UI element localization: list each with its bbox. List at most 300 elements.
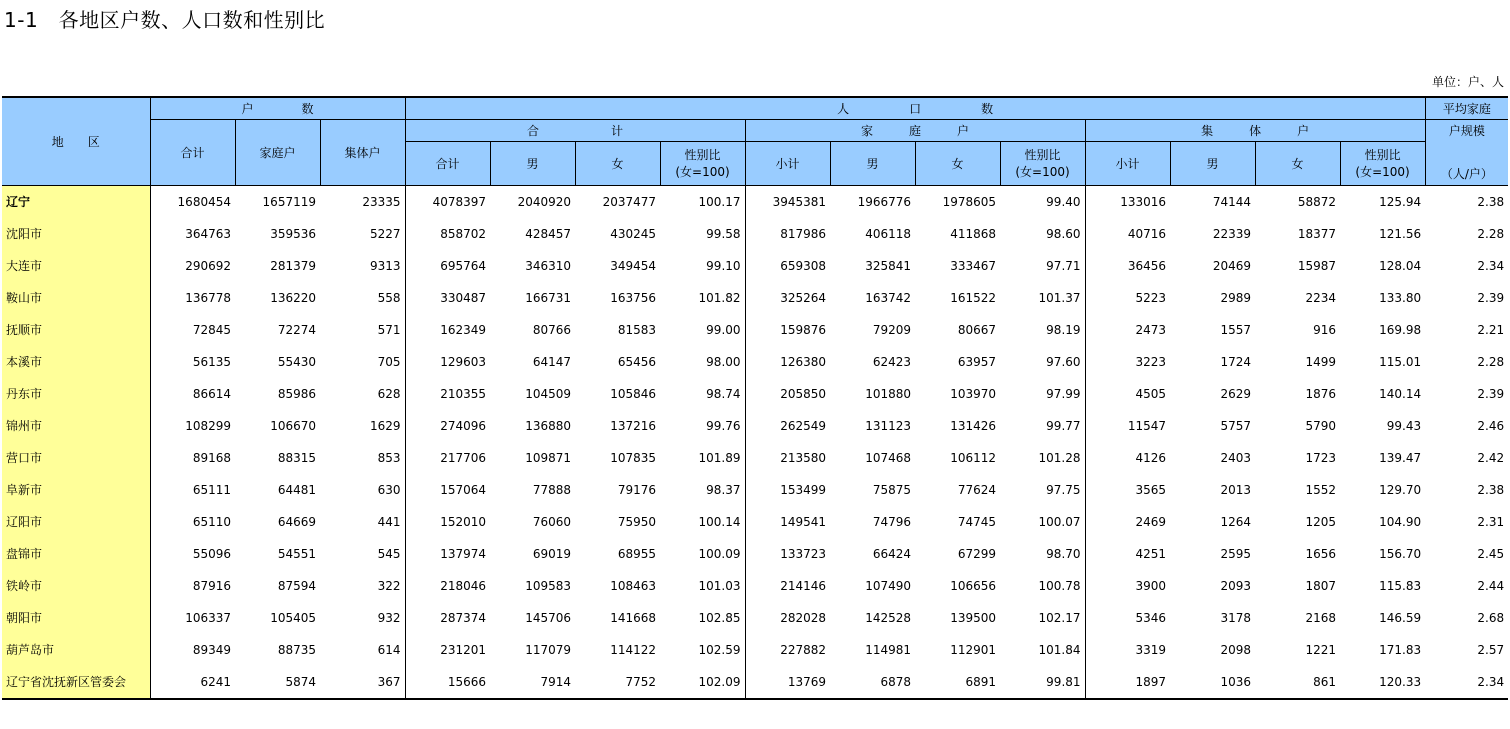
value-cell: 2.39 [1477, 386, 1505, 401]
header-sex-ratio: 性别比 (女=100) [1340, 141, 1425, 185]
value-cell: 169.98 [1379, 322, 1422, 337]
value-cell: 2.46 [1477, 418, 1505, 433]
region-cell: 辽宁省沈抚新区管委会 [2, 666, 150, 699]
value-cell: 98.74 [660, 378, 745, 410]
value-cell: 101.82 [660, 282, 745, 314]
value-cell: 101.03 [660, 570, 745, 602]
value-cell: 161522 [950, 290, 997, 305]
value-cell: 6891 [915, 666, 1000, 699]
value-cell: 77624 [957, 482, 997, 497]
value-cell: 428457 [525, 226, 572, 241]
value-cell: 106656 [950, 578, 997, 593]
value-cell: 659308 [780, 258, 827, 273]
value-cell: 88315 [277, 450, 316, 465]
value-cell: 64669 [277, 514, 316, 529]
value-cell: 107490 [865, 578, 912, 593]
value-cell: 99.76 [660, 410, 745, 442]
region-cell: 阜新市 [2, 474, 150, 506]
value-cell: 5346 [1135, 610, 1167, 625]
header-avg-size: 平均家庭 [1425, 97, 1508, 119]
value-cell: 108299 [185, 418, 231, 433]
region-cell: 辽宁 [2, 185, 150, 218]
value-cell: 1036 [1170, 666, 1255, 699]
value-cell: 262549 [780, 418, 827, 433]
value-cell: 4126 [1135, 450, 1167, 465]
header-population: 人 口 数 [405, 97, 1425, 119]
value-cell: 430245 [610, 226, 657, 241]
value-cell: 171.83 [1379, 642, 1422, 657]
header-subtotal: 小计 [745, 141, 830, 185]
value-cell: 74144 [1212, 194, 1252, 209]
header-sex-ratio: 性别比 (女=100) [1000, 141, 1085, 185]
value-cell: 137974 [440, 546, 487, 561]
value-cell: 1807 [1305, 578, 1337, 593]
value-cell: 817986 [780, 226, 827, 241]
value-cell: 107468 [865, 450, 912, 465]
value-cell: 98.37 [660, 474, 745, 506]
value-cell: 2.21 [1477, 322, 1505, 337]
header-female: 女 [915, 141, 1000, 185]
value-cell: 2473 [1135, 322, 1167, 337]
value-cell: 628 [320, 378, 405, 410]
region-cell: 辽阳市 [2, 506, 150, 538]
table-row [2, 474, 1508, 506]
value-cell: 100.14 [660, 506, 745, 538]
header-avg-size-2: 户规模 [1425, 119, 1508, 141]
value-cell: 11547 [1127, 418, 1167, 433]
value-cell: 40716 [1127, 226, 1167, 241]
value-cell: 5757 [1220, 418, 1252, 433]
value-cell: 100.17 [660, 185, 745, 218]
value-cell: 4505 [1135, 386, 1167, 401]
value-cell: 136220 [270, 290, 316, 305]
value-cell: 218046 [440, 578, 487, 593]
value-cell: 102.17 [1000, 602, 1085, 634]
value-cell: 2595 [1220, 546, 1252, 561]
value-cell: 89349 [192, 642, 231, 657]
header-male: 男 [830, 141, 915, 185]
value-cell: 86614 [192, 386, 231, 401]
value-cell: 98.70 [1000, 538, 1085, 570]
header-pop-total: 合 计 [405, 119, 745, 141]
value-cell: 1656 [1305, 546, 1337, 561]
value-cell: 115.83 [1379, 578, 1422, 593]
value-cell: 1680454 [177, 194, 231, 209]
value-cell: 99.00 [660, 314, 745, 346]
value-cell: 105846 [610, 386, 657, 401]
value-cell: 104.90 [1379, 514, 1422, 529]
region-cell: 朝阳市 [2, 602, 150, 634]
value-cell: 80766 [532, 322, 572, 337]
value-cell: 137216 [610, 418, 657, 433]
value-cell: 325841 [865, 258, 912, 273]
value-cell: 411868 [950, 226, 997, 241]
value-cell: 79176 [617, 482, 657, 497]
value-cell: 102.85 [660, 602, 745, 634]
value-cell: 213580 [780, 450, 827, 465]
value-cell: 156.70 [1379, 546, 1422, 561]
value-cell: 217706 [440, 450, 487, 465]
value-cell: 54551 [277, 546, 316, 561]
value-cell: 55430 [277, 354, 316, 369]
value-cell: 9313 [320, 250, 405, 282]
value-cell: 205850 [780, 386, 827, 401]
value-cell: 1724 [1220, 354, 1252, 369]
value-cell: 65110 [192, 514, 231, 529]
header-pop-collective: 集 体 户 [1085, 119, 1425, 141]
value-cell: 2040920 [517, 194, 572, 209]
value-cell: 100.07 [1000, 506, 1085, 538]
unit-label: 单位：户、人 [1431, 75, 1504, 89]
value-cell: 67299 [957, 546, 997, 561]
value-cell: 56135 [192, 354, 231, 369]
value-cell: 64481 [277, 482, 316, 497]
value-cell: 1978605 [942, 194, 997, 209]
value-cell: 72274 [277, 322, 316, 337]
value-cell: 853 [320, 442, 405, 474]
value-cell: 101.37 [1000, 282, 1085, 314]
region-cell: 锦州市 [2, 410, 150, 442]
value-cell: 1897 [1085, 666, 1170, 699]
value-cell: 15666 [405, 666, 490, 699]
value-cell: 614 [320, 634, 405, 666]
value-cell: 2469 [1135, 514, 1167, 529]
value-cell: 146.59 [1379, 610, 1422, 625]
value-cell: 114981 [865, 642, 912, 657]
value-cell: 109871 [525, 450, 572, 465]
table-row [2, 346, 1508, 378]
table-row [2, 634, 1508, 666]
value-cell: 1876 [1305, 386, 1337, 401]
value-cell: 359536 [270, 226, 316, 241]
value-cell: 74796 [872, 514, 912, 529]
value-cell: 23335 [320, 185, 405, 218]
value-cell: 85986 [277, 386, 316, 401]
value-cell: 98.19 [1000, 314, 1085, 346]
value-cell: 20469 [1212, 258, 1252, 273]
value-cell: 558 [320, 282, 405, 314]
value-cell: 131426 [950, 418, 997, 433]
value-cell: 858702 [440, 226, 487, 241]
value-cell: 145706 [525, 610, 572, 625]
value-cell: 163742 [865, 290, 912, 305]
value-cell: 166731 [525, 290, 572, 305]
value-cell: 149541 [780, 514, 827, 529]
value-cell: 6878 [830, 666, 915, 699]
value-cell: 65111 [192, 482, 231, 497]
header-family-hh: 家庭户 [235, 119, 320, 185]
value-cell: 545 [320, 538, 405, 570]
value-cell: 2.31 [1477, 514, 1505, 529]
value-cell: 2013 [1220, 482, 1252, 497]
value-cell: 290692 [185, 258, 231, 273]
value-cell: 2.34 [1477, 258, 1505, 273]
header-male: 男 [1170, 141, 1255, 185]
value-cell: 99.77 [1000, 410, 1085, 442]
value-cell: 100.09 [660, 538, 745, 570]
value-cell: 162349 [440, 322, 487, 337]
header-sub-total: 合计 [405, 141, 490, 185]
value-cell: 2234 [1305, 290, 1337, 305]
table-row [2, 570, 1508, 602]
header-region: 地 区 [2, 97, 150, 185]
value-cell: 3900 [1135, 578, 1167, 593]
region-cell: 沈阳市 [2, 218, 150, 250]
value-cell: 102.09 [660, 666, 745, 699]
value-cell: 128.04 [1379, 258, 1422, 273]
value-cell: 7752 [575, 666, 660, 699]
table-row [2, 410, 1508, 442]
value-cell: 2.45 [1477, 546, 1505, 561]
value-cell: 322 [320, 570, 405, 602]
value-cell: 106670 [270, 418, 316, 433]
region-cell: 葫芦岛市 [2, 634, 150, 666]
value-cell: 3178 [1220, 610, 1252, 625]
header-sex-ratio: 性别比 (女=100) [660, 141, 745, 185]
value-cell: 1499 [1305, 354, 1337, 369]
value-cell: 5790 [1305, 418, 1337, 433]
value-cell: 99.81 [1000, 666, 1085, 699]
value-cell: 3223 [1135, 354, 1167, 369]
value-cell: 630 [320, 474, 405, 506]
value-cell: 131123 [865, 418, 912, 433]
value-cell: 87594 [277, 578, 316, 593]
value-cell: 106112 [950, 450, 997, 465]
value-cell: 105405 [270, 610, 316, 625]
value-cell: 3945381 [772, 194, 827, 209]
value-cell: 99.58 [660, 218, 745, 250]
value-cell: 695764 [440, 258, 487, 273]
value-cell: 13769 [745, 666, 830, 699]
value-cell: 114122 [610, 642, 657, 657]
value-cell: 4078397 [432, 194, 487, 209]
value-cell: 1629 [320, 410, 405, 442]
value-cell: 109583 [525, 578, 572, 593]
value-cell: 121.56 [1379, 226, 1422, 241]
value-cell: 101.28 [1000, 442, 1085, 474]
value-cell: 81583 [617, 322, 657, 337]
value-cell: 74745 [957, 514, 997, 529]
value-cell: 104509 [525, 386, 572, 401]
value-cell: 15987 [1297, 258, 1337, 273]
value-cell: 1552 [1305, 482, 1337, 497]
value-cell: 133723 [780, 546, 827, 561]
value-cell: 2.38 [1477, 482, 1505, 497]
region-cell: 抚顺市 [2, 314, 150, 346]
value-cell: 136880 [525, 418, 572, 433]
value-cell: 153499 [780, 482, 827, 497]
value-cell: 2168 [1305, 610, 1337, 625]
table-row [2, 250, 1508, 282]
header-female: 女 [575, 141, 660, 185]
value-cell: 36456 [1127, 258, 1167, 273]
value-cell: 77888 [532, 482, 572, 497]
table-row [2, 314, 1508, 346]
value-cell: 2.28 [1477, 226, 1505, 241]
table-row [2, 378, 1508, 410]
region-cell: 盘锦市 [2, 538, 150, 570]
value-cell: 133016 [1120, 194, 1167, 209]
table-row [2, 185, 1508, 218]
region-cell: 大连市 [2, 250, 150, 282]
header-subtotal: 小计 [1085, 141, 1170, 185]
value-cell: 5223 [1135, 290, 1167, 305]
value-cell: 349454 [610, 258, 657, 273]
value-cell: 107835 [610, 450, 657, 465]
value-cell: 281379 [270, 258, 316, 273]
value-cell: 103970 [950, 386, 997, 401]
page-title: 1-1 各地区户数、人口数和性别比 [4, 8, 326, 32]
value-cell: 117079 [525, 642, 572, 657]
value-cell: 152010 [440, 514, 487, 529]
value-cell: 142528 [865, 610, 912, 625]
value-cell: 97.60 [1000, 346, 1085, 378]
value-cell: 364763 [185, 226, 231, 241]
value-cell: 141668 [610, 610, 657, 625]
value-cell: 72845 [192, 322, 231, 337]
header-female: 女 [1255, 141, 1340, 185]
table-row [2, 442, 1508, 474]
value-cell: 97.99 [1000, 378, 1085, 410]
value-cell: 6241 [150, 666, 235, 699]
value-cell: 68955 [617, 546, 657, 561]
value-cell: 4251 [1135, 546, 1167, 561]
value-cell: 333467 [950, 258, 997, 273]
value-cell: 101.89 [660, 442, 745, 474]
value-cell: 65456 [617, 354, 657, 369]
value-cell: 2037477 [602, 194, 657, 209]
value-cell: 97.71 [1000, 250, 1085, 282]
value-cell: 2403 [1220, 450, 1252, 465]
table-row [2, 218, 1508, 250]
value-cell: 2.28 [1477, 354, 1505, 369]
value-cell: 102.59 [660, 634, 745, 666]
value-cell: 18377 [1297, 226, 1337, 241]
value-cell: 2.42 [1477, 450, 1505, 465]
value-cell: 100.78 [1000, 570, 1085, 602]
value-cell: 2.44 [1477, 578, 1505, 593]
value-cell: 22339 [1212, 226, 1252, 241]
value-cell: 3565 [1135, 482, 1167, 497]
value-cell: 367 [320, 666, 405, 699]
value-cell: 106337 [185, 610, 231, 625]
population-table [2, 96, 1508, 700]
table-row [2, 282, 1508, 314]
value-cell: 1205 [1305, 514, 1337, 529]
value-cell: 88735 [277, 642, 316, 657]
value-cell: 210355 [440, 386, 487, 401]
value-cell: 274096 [440, 418, 487, 433]
value-cell: 75950 [617, 514, 657, 529]
value-cell: 129.70 [1379, 482, 1422, 497]
header-male: 男 [490, 141, 575, 185]
value-cell: 2093 [1220, 578, 1252, 593]
value-cell: 64147 [532, 354, 572, 369]
value-cell: 157064 [440, 482, 487, 497]
value-cell: 79209 [872, 322, 912, 337]
value-cell: 87916 [192, 578, 231, 593]
value-cell: 441 [320, 506, 405, 538]
value-cell: 62423 [872, 354, 912, 369]
value-cell: 5874 [235, 666, 320, 699]
value-cell: 406118 [865, 226, 912, 241]
value-cell: 63957 [957, 354, 997, 369]
table-row [2, 666, 1508, 699]
value-cell: 115.01 [1379, 354, 1422, 369]
value-cell: 2.38 [1477, 194, 1505, 209]
region-cell: 营口市 [2, 442, 150, 474]
value-cell: 1264 [1220, 514, 1252, 529]
value-cell: 214146 [780, 578, 827, 593]
value-cell: 99.40 [1000, 185, 1085, 218]
value-cell: 571 [320, 314, 405, 346]
value-cell: 126380 [780, 354, 827, 369]
value-cell: 136778 [185, 290, 231, 305]
value-cell: 282028 [780, 610, 827, 625]
value-cell: 1723 [1305, 450, 1337, 465]
value-cell: 159876 [780, 322, 827, 337]
value-cell: 330487 [440, 290, 487, 305]
value-cell: 101.84 [1000, 634, 1085, 666]
value-cell: 1966776 [857, 194, 912, 209]
value-cell: 1221 [1305, 642, 1337, 657]
value-cell: 120.33 [1340, 666, 1425, 699]
value-cell: 2.57 [1477, 642, 1505, 657]
header-avg-size-3: （人/户） [1425, 141, 1508, 185]
header-hh-total: 合计 [150, 119, 235, 185]
value-cell: 861 [1255, 666, 1340, 699]
value-cell: 139500 [950, 610, 997, 625]
value-cell: 5227 [320, 218, 405, 250]
header-collective-hh: 集体户 [320, 119, 405, 185]
value-cell: 287374 [440, 610, 487, 625]
table-row [2, 538, 1508, 570]
value-cell: 1657119 [262, 194, 316, 209]
value-cell: 7914 [490, 666, 575, 699]
value-cell: 98.00 [660, 346, 745, 378]
value-cell: 916 [1313, 322, 1337, 337]
value-cell: 125.94 [1379, 194, 1422, 209]
value-cell: 139.47 [1379, 450, 1422, 465]
value-cell: 129603 [440, 354, 487, 369]
value-cell: 932 [320, 602, 405, 634]
region-cell: 本溪市 [2, 346, 150, 378]
value-cell: 3319 [1135, 642, 1167, 657]
header-households: 户 数 [150, 97, 405, 119]
value-cell: 97.75 [1000, 474, 1085, 506]
value-cell: 2.68 [1477, 610, 1505, 625]
value-cell: 325264 [780, 290, 827, 305]
table-row [2, 602, 1508, 634]
region-cell: 丹东市 [2, 378, 150, 410]
value-cell: 58872 [1297, 194, 1337, 209]
table-body [2, 185, 1508, 699]
value-cell: 76060 [532, 514, 572, 529]
region-cell: 鞍山市 [2, 282, 150, 314]
value-cell: 705 [320, 346, 405, 378]
table-header [2, 97, 1508, 185]
header-pop-family: 家 庭 户 [745, 119, 1085, 141]
table-row [2, 506, 1508, 538]
value-cell: 101880 [865, 386, 912, 401]
value-cell: 231201 [440, 642, 487, 657]
value-cell: 2.34 [1425, 666, 1508, 699]
value-cell: 99.10 [660, 250, 745, 282]
value-cell: 140.14 [1379, 386, 1422, 401]
value-cell: 2098 [1220, 642, 1252, 657]
value-cell: 133.80 [1379, 290, 1422, 305]
value-cell: 163756 [610, 290, 657, 305]
